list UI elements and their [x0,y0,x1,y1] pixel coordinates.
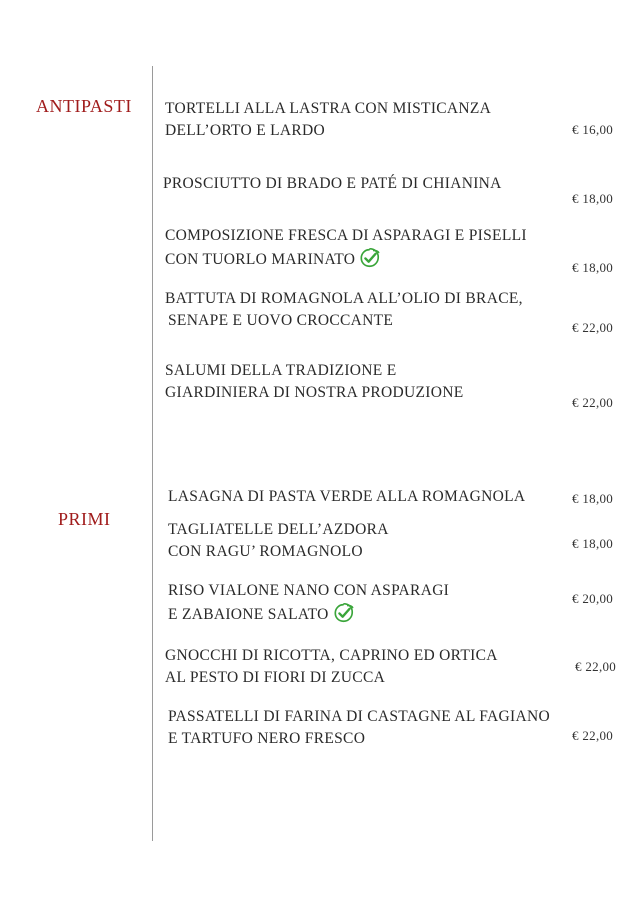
section-title-antipasti: ANTIPASTI [36,96,132,116]
price: € 22,00 [572,320,614,335]
price: € 18,00 [572,536,614,551]
menu-item-primo-4 [165,645,498,689]
menu-item-primo-3 [168,580,449,626]
section-title-primi: PRIMI [58,509,111,529]
menu-item-primo-1 [168,486,525,508]
menu-item-antipasto-4 [165,288,523,332]
dish-line: PASSATELLI DI FARINA DI CASTAGNE AL FAGIANO [168,708,550,725]
price: € 18,00 [572,260,614,275]
menu-item-primo-5 [168,706,550,750]
dish-line: TORTELLI ALLA LASTRA CON MISTICANZA [165,100,492,117]
price: € 18,00 [572,191,614,206]
dish-line: E ZABAIONE SALATO [168,606,329,623]
price: € 22,00 [575,659,617,674]
price: € 22,00 [572,728,614,743]
dish-line: RISO VIALONE NANO CON ASPARAGI [168,582,450,599]
dish-line: SALUMI DELLA TRADIZIONE E [165,362,397,379]
vegetarian-check-icon [359,247,381,269]
vegetarian-check-icon [333,602,355,624]
dish-line: BATTUTA DI ROMAGNOLA ALL’OLIO DI BRACE, [165,290,523,307]
dish-line: DELL’ORTO E LARDO [165,122,326,139]
dish-line: PROSCIUTTO DI BRADO E PATÉ DI CHIANINA [163,175,502,192]
dish-line: E TARTUFO NERO FRESCO [168,730,366,747]
dish-line: CON RAGU’ ROMAGNOLO [168,543,363,560]
menu-item-antipasto-5 [165,360,464,404]
dish-line: TAGLIATELLE DELL’AZDORA [168,521,389,538]
price: € 18,00 [572,491,614,506]
dish-line: COMPOSIZIONE FRESCA DI ASPARAGI E PISELLI [165,227,527,244]
dish-line: SENAPE E UOVO CROCCANTE [168,312,394,329]
dish-line: AL PESTO DI FIORI DI ZUCCA [165,669,386,686]
price: € 16,00 [572,122,614,137]
menu-item-antipasto-3 [165,225,527,271]
menu-item-antipasto-1 [165,98,491,142]
price: € 22,00 [572,395,614,410]
dish-line: GIARDINIERA DI NOSTRA PRODUZIONE [165,384,464,401]
menu-item-primo-2 [168,519,389,563]
dish-line: GNOCCHI DI RICOTTA, CAPRINO ED ORTICA [165,647,498,664]
vertical-divider [152,66,153,841]
menu-item-antipasto-2 [163,173,502,195]
dish-line: CON TUORLO MARINATO [165,251,356,268]
price: € 20,00 [572,591,614,606]
dish-line: LASAGNA DI PASTA VERDE ALLA ROMAGNOLA [168,488,526,505]
